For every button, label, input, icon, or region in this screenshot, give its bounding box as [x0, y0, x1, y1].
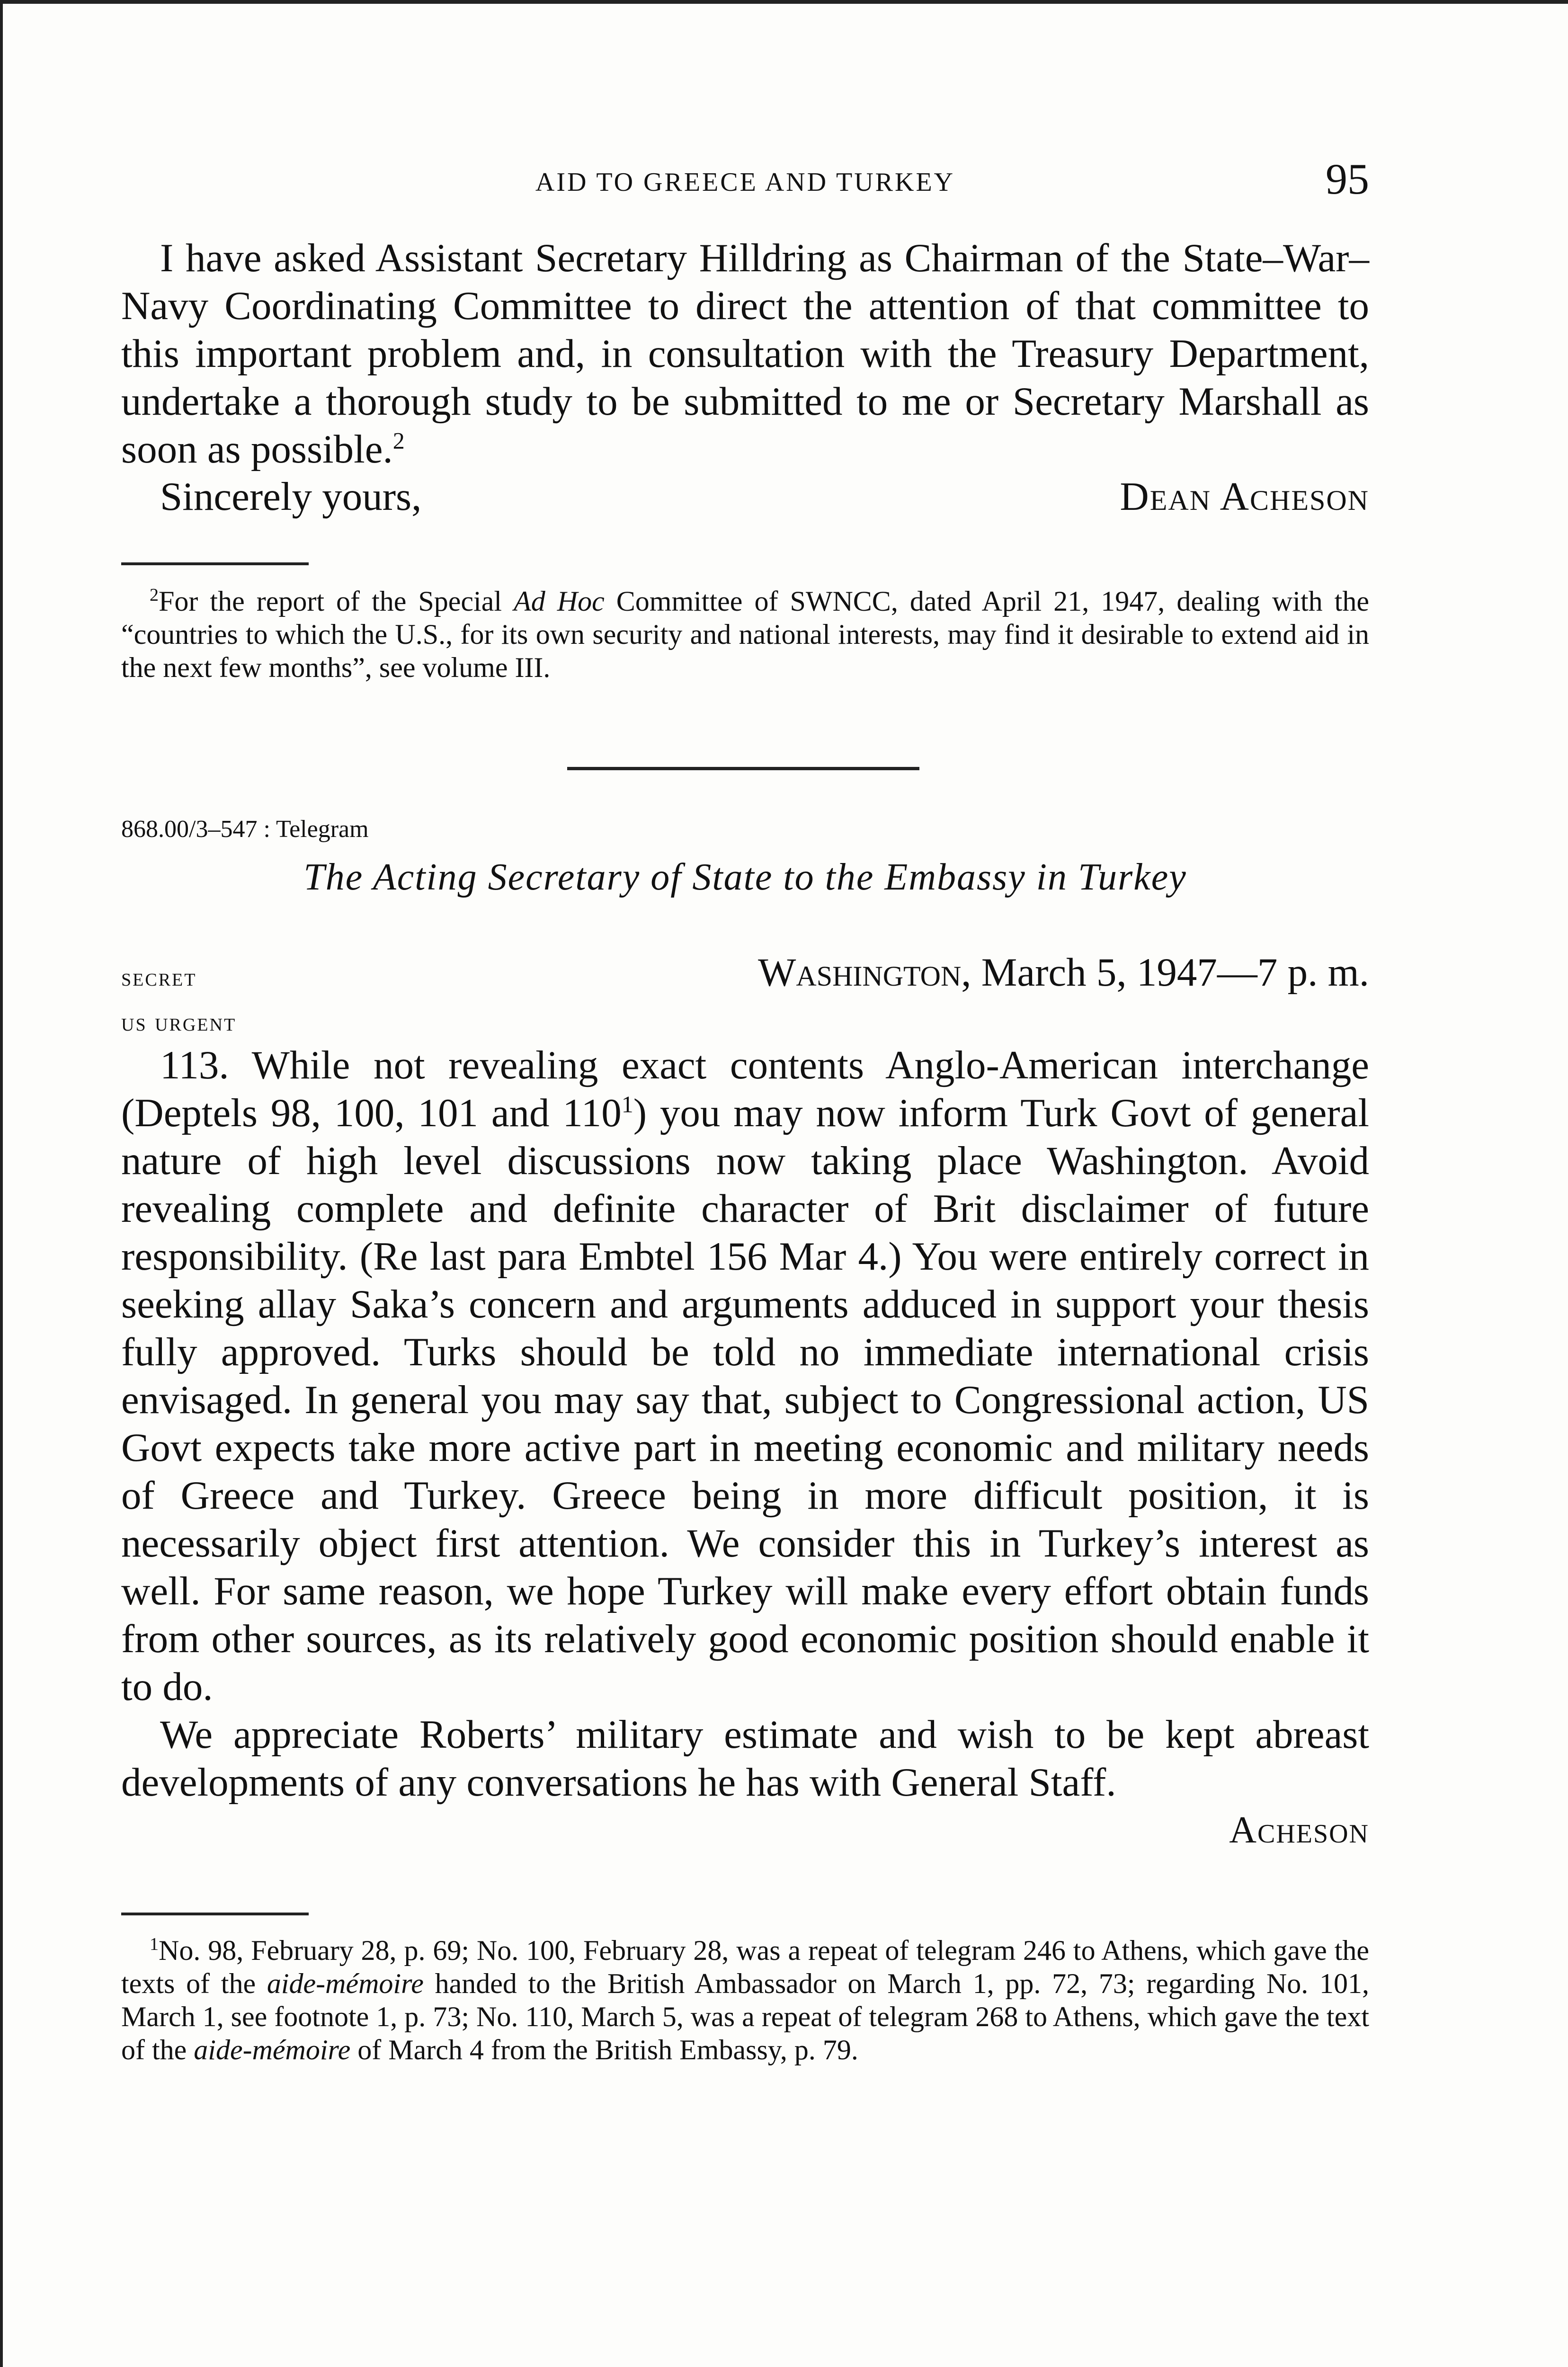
footnote-2: $^2$For the report of the Special Ad Hoc Committee of SWNCC, dated April 21, 1947, dealing with the “countries to which the U.S., for its own security and national interests, may find it desirable to extend aid in the next few months”, see volume III.	[121, 585, 1369, 683]
running-head: AID TO GREECE AND TURKEY	[535, 168, 955, 197]
footnote-ref-1[interactable]: 1	[621, 1091, 633, 1118]
priority-label: us urgent	[121, 1008, 237, 1036]
letter-closing-line	[121, 473, 1369, 521]
page-header	[121, 154, 1369, 206]
classification-row	[121, 949, 1369, 997]
letter-paragraph: I have asked Assistant Secretary Hilldring as Chairman of the State–War–Navy Coordinating Committee to direct the attention of that committee to this important problem and, in consultation with the Treasury Department, undertake a thorough study to be submitted to me or Secretary Marshall as soon as possible.$^2$	[121, 236, 1369, 472]
classification-label: secret	[121, 963, 197, 991]
footnote-rule-2	[121, 1913, 309, 1915]
footnote-ref-2[interactable]: 2	[392, 427, 405, 454]
document-title: The Acting Secretary of State to the Embassy in Turkey	[303, 856, 1187, 898]
telegram-paragraph-2: We appreciate Roberts’ military estimate and wish to be kept abreast developments of any conversations he has with General Staff.	[121, 1712, 1369, 1805]
dateline: Washington, March 5, 1947—7 p. m.	[758, 950, 1369, 995]
document-reference: 868.00/3–547 : Telegram	[121, 816, 369, 843]
footnote-2-marker: 2	[150, 585, 159, 605]
complimentary-close: Sincerely yours,	[160, 474, 422, 519]
scan-edge-left	[0, 0, 3, 2367]
page-number: 95	[1326, 155, 1369, 203]
letter-body	[121, 234, 1369, 521]
scan-edge-top	[0, 0, 1568, 4]
telegram-body	[121, 1041, 1369, 1854]
telegram-paragraph-1: 113. While not revealing exact contents Anglo-American interchange (Deptels 98, 100, 101 and $110^1$) you may now inform Turk Govt of general nature of high level discussions now taking place Washington. Avoid revealing complete and definite character of Brit disclaimer of future responsibility. (Re last para Embtel 156 Mar 4.) You were entirely correct in seeking allay Saka’s concern and arguments adduced in support your thesis fully approved. Turks should be told no immediate international crisis envisaged. In general you may say that, subject to Congressional action, US Govt expects take more active part in meeting economic and military needs of Greece and Turkey. Greece being in more difficult position, it is necessarily object first attention. We consider this in Turkey’s interest as well. For same reason, we hope Turkey will make every effort obtain funds from other sources, as its relatively good economic position should enable it to do.	[121, 1043, 1369, 1709]
telegram-signature: Acheson	[1229, 1809, 1369, 1851]
footnote-rule	[121, 562, 309, 565]
letter-signature: Dean Acheson	[1120, 474, 1369, 519]
section-separator	[567, 767, 919, 770]
footnote-1: $^1$No. 98, February 28, p. 69; No. 100, February 28, was a repeat of telegram 246 to Athens, which gave the texts of the aide-mémoire handed to the British Ambassador on March 1, pp. 72, 73; regarding No. 101, March 1, see footnote 1, p. 73; No. 110, March 5, was a repeat of telegram 268 to Athens, which gave the text of the aide-mémoire of March 4 from the British Embassy, p. 79.	[121, 1934, 1369, 2065]
footnote-1-marker: 1	[150, 1934, 159, 1954]
